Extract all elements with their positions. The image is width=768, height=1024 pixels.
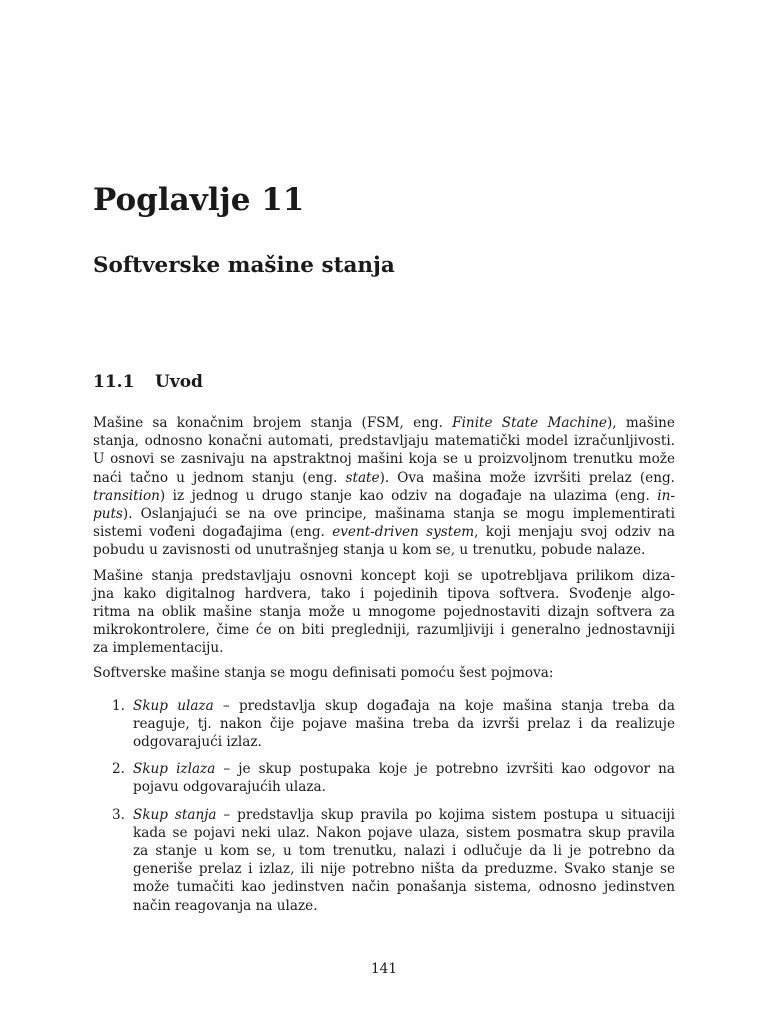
list-item bbox=[93, 806, 675, 915]
list-item-line: odgovarajući izlaz. bbox=[133, 734, 262, 750]
paragraph-line: Mašine stanja predstavljaju osnovni koncept koji se upotrebljava prilikom diza- bbox=[93, 567, 675, 584]
chapter-title: Poglavlje 11 bbox=[93, 182, 305, 218]
emphasis-term: Skup stanja bbox=[133, 806, 217, 823]
paragraph-line: jna kako digitalnog hardvera, tako i pojedinih tipova softvera. Svođenje algo- bbox=[93, 585, 675, 602]
text-run: ), mašine bbox=[606, 415, 675, 431]
text-run: Mašine sa konačnim brojem stanja (FSM, eng. bbox=[93, 415, 453, 431]
paragraph-list-intro bbox=[93, 664, 675, 682]
list-item-line: za stanje u kom se, u tom trenutku, nalazi i odlučuje da li je potrebno da bbox=[133, 842, 675, 859]
paragraph-concept bbox=[93, 567, 675, 658]
list-item-line: način reagovanja na ulaze. bbox=[133, 897, 318, 914]
list-item-line: može tumačiti kao jedinstven način ponašanja sistema, odnosno jedinstven bbox=[133, 879, 675, 896]
list-marker: 3. bbox=[112, 806, 125, 823]
paragraph-spacer bbox=[93, 560, 675, 567]
list-item-line: pojavu odgovarajućih ulaza. bbox=[133, 779, 326, 796]
list-spacer bbox=[93, 751, 675, 760]
paragraph-line: mikrokontrolere, čime će on biti pregledniji, razumljiviji i generalno jednostavniji bbox=[93, 622, 675, 639]
emphasis-term: event-driven system bbox=[332, 524, 475, 541]
text-run: – je skup postupaka koje je potrebno izvršiti kao odgovor na bbox=[215, 761, 675, 778]
list-item bbox=[93, 760, 675, 796]
text-run: , koji menjaju svoj odziv na bbox=[474, 524, 675, 541]
paragraph-spacer bbox=[93, 657, 675, 664]
paragraph-spacer bbox=[93, 690, 675, 697]
paragraph-line bbox=[93, 523, 675, 541]
paragraph-spacer bbox=[93, 683, 675, 690]
emphasis-term: Skup izlaza bbox=[133, 761, 216, 778]
text-run: – predstavlja skup događaja na koje mašina stanja treba da bbox=[213, 697, 675, 714]
body-text bbox=[93, 414, 675, 915]
paragraph-line: ritma na oblik mašine stanja može u mnogome pojednostaviti dizajn softvera za bbox=[93, 603, 675, 620]
paragraph-line: za implementaciju. bbox=[93, 640, 224, 657]
chapter-subtitle: Softverske mašine stanja bbox=[93, 253, 395, 278]
section-heading bbox=[93, 372, 203, 392]
text-run: naći tačno u jednom stanju (eng. bbox=[93, 469, 346, 486]
list-marker: 1. bbox=[112, 697, 125, 714]
list-item-line: generiše prelaz i izlaz, ili nije potrebno ništa da preduzme. Svako stanje se bbox=[133, 861, 675, 878]
paragraph-line bbox=[93, 487, 675, 505]
text-run: ) iz jednog u drugo stanje kao odziv na događaje na ulazima (eng. bbox=[159, 487, 658, 504]
paragraph-line: stanja, odnosno konačni automati, predstavljaju matematički model izračunljivosti. bbox=[93, 433, 675, 450]
list-item-line bbox=[133, 806, 675, 824]
paragraph-line: Softverske mašine stanja se mogu definisati pomoću šest pojmova: bbox=[93, 665, 554, 682]
emphasis-term: transition bbox=[93, 487, 160, 504]
text-run: sistemi vođeni događajima (eng. bbox=[93, 524, 333, 541]
text-run: ). Oslanjajući se na ove principe, mašinama stanja se mogu implementirati bbox=[122, 505, 675, 522]
text-run: – predstavlja skup pravila po kojima sistem postupa u situaciji bbox=[216, 806, 675, 823]
paragraph-intro bbox=[93, 414, 675, 560]
emphasis-term: in- bbox=[657, 487, 675, 504]
section-title: Uvod bbox=[155, 372, 203, 392]
list-spacer bbox=[93, 797, 675, 806]
paragraph-line: pobudu u zavisnosti od unutrašnjeg stanja u kom se, u trenutku, pobude nalaze. bbox=[93, 542, 646, 559]
emphasis-term: Skup ulaza bbox=[133, 697, 214, 714]
list-item-line bbox=[133, 760, 675, 778]
paragraph-line bbox=[93, 414, 675, 432]
list-item-line: reaguje, tj. nakon čije pojave mašina treba da izvrši prelaz i da realizuje bbox=[133, 715, 675, 732]
list-item bbox=[93, 697, 675, 752]
emphasis-term: state bbox=[345, 469, 380, 486]
list-marker: 2. bbox=[112, 761, 125, 778]
section-number: 11.1 bbox=[93, 372, 135, 392]
list-item-line: kada se pojavi neki ulaz. Nakon pojave ulaza, sistem posmatra skup pravila bbox=[133, 824, 675, 841]
text-run: ). Ova mašina može izvršiti prelaz (eng. bbox=[379, 469, 675, 486]
emphasis-term: Finite State Machine bbox=[452, 415, 607, 431]
paragraph-line: U osnovi se zasnivaju na apstraktnoj mašini koja se u proizvoljnom trenutku može bbox=[93, 451, 675, 468]
paragraph-line bbox=[93, 469, 675, 487]
paragraph-line bbox=[93, 505, 675, 523]
list-item-line bbox=[133, 697, 675, 715]
numbered-list bbox=[93, 697, 675, 915]
emphasis-term: puts bbox=[93, 505, 123, 522]
page-number: 141 bbox=[371, 961, 397, 977]
